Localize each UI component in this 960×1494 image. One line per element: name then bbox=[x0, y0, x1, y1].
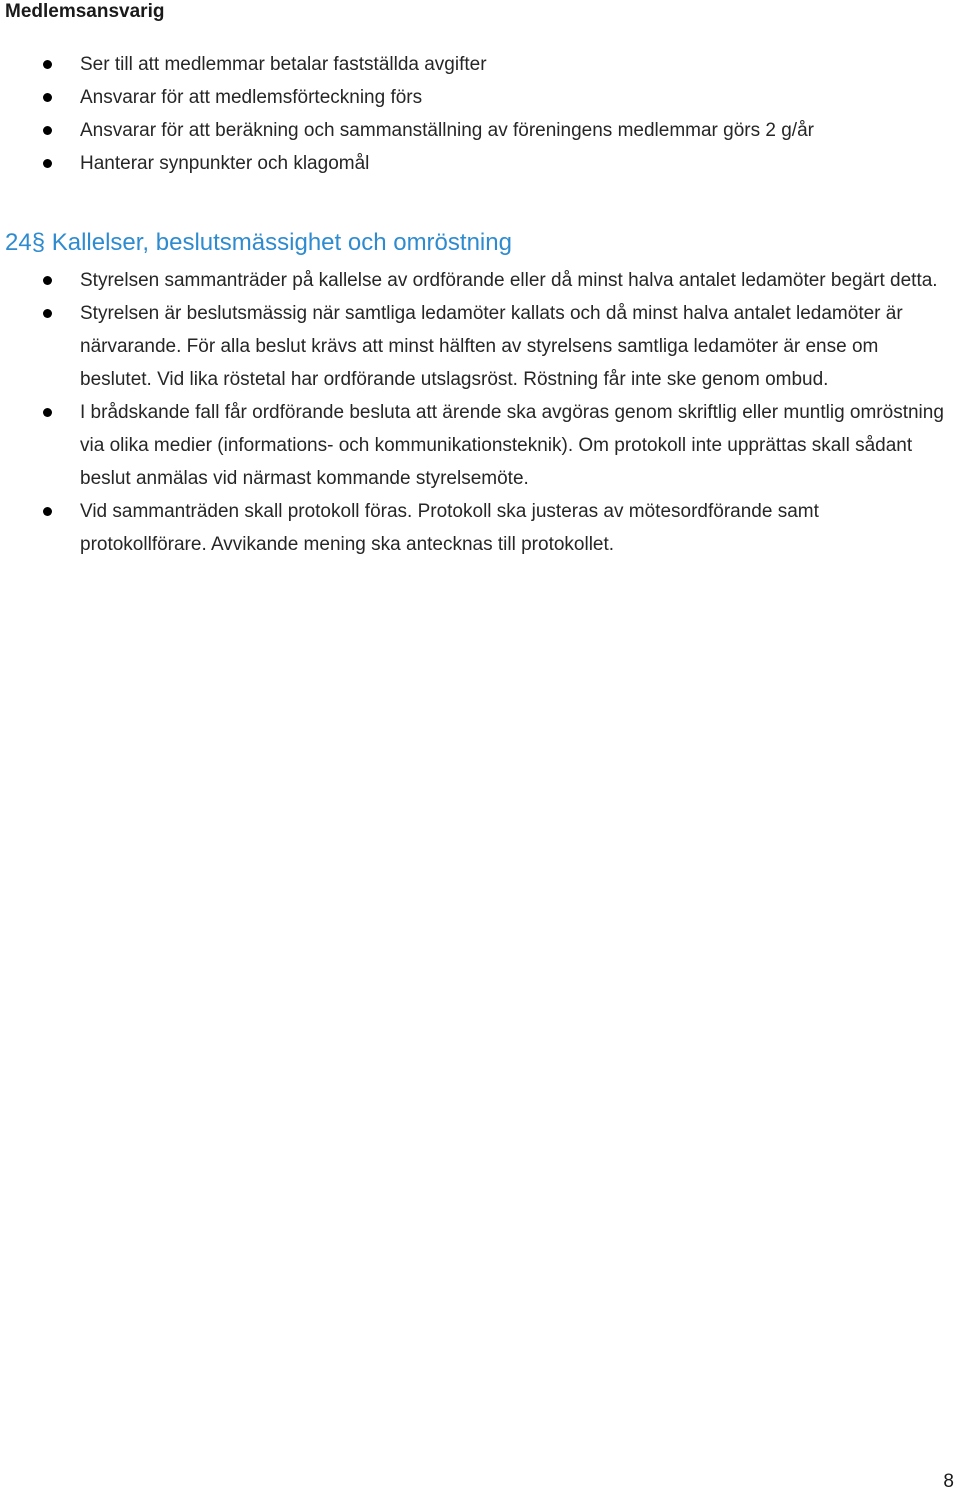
section-heading: 24§ Kallelser, beslutsmässighet och omröstning bbox=[5, 228, 512, 256]
page-number: 8 bbox=[943, 1471, 954, 1492]
role-heading: Medlemsansvarig bbox=[5, 1, 165, 22]
list-item-text: Ansvarar för att beräkning och sammanställning av föreningens medlemmar görs 2 g/år bbox=[80, 120, 814, 141]
bullet-icon bbox=[43, 60, 52, 69]
list-item bbox=[0, 48, 960, 81]
bullet-icon bbox=[43, 126, 52, 135]
meeting-rules-list bbox=[0, 264, 960, 561]
member-duties-list bbox=[0, 48, 960, 180]
list-item bbox=[0, 396, 960, 495]
bullet-icon bbox=[43, 159, 52, 168]
list-item-text: Styrelsen är beslutsmässig när samtliga ledamöter kallats och då minst halva antalet ledamöter är närvarande. För alla beslut krävs att minst hälften av styrelsens samtliga ledamöter är ense om beslutet. Vid lika röstetal har ordförande utslagsröst. Röstning får inte ske genom ombud. bbox=[80, 303, 903, 390]
bullet-icon bbox=[43, 93, 52, 102]
list-item-text: Vid sammanträden skall protokoll föras. Protokoll ska justeras av mötesordförande samt protokollförare. Avvikande mening ska antecknas till protokollet. bbox=[80, 501, 819, 555]
list-item-text: Ser till att medlemmar betalar fastställda avgifter bbox=[80, 54, 487, 75]
list-item-text: Ansvarar för att medlemsförteckning förs bbox=[80, 87, 423, 108]
list-item bbox=[0, 495, 960, 561]
list-item-text: I brådskande fall får ordförande besluta att ärende ska avgöras genom skriftlig eller muntlig omröstning via olika medier (informations- och kommunikationsteknik). Om protokoll inte upprättas skall sådant beslut anmälas vid närmast kommande styrelsemöte. bbox=[80, 402, 944, 489]
bullet-icon bbox=[43, 408, 52, 417]
list-item bbox=[0, 147, 960, 180]
list-item bbox=[0, 297, 960, 396]
bullet-icon bbox=[43, 309, 52, 318]
bullet-icon bbox=[43, 507, 52, 516]
bullet-icon bbox=[43, 276, 52, 285]
list-item bbox=[0, 264, 960, 297]
list-item bbox=[0, 114, 960, 147]
list-item bbox=[0, 81, 960, 114]
list-item-text: Styrelsen sammanträder på kallelse av ordförande eller då minst halva antalet ledamöter begärt detta. bbox=[80, 270, 938, 291]
list-item-text: Hanterar synpunkter och klagomål bbox=[80, 153, 370, 174]
